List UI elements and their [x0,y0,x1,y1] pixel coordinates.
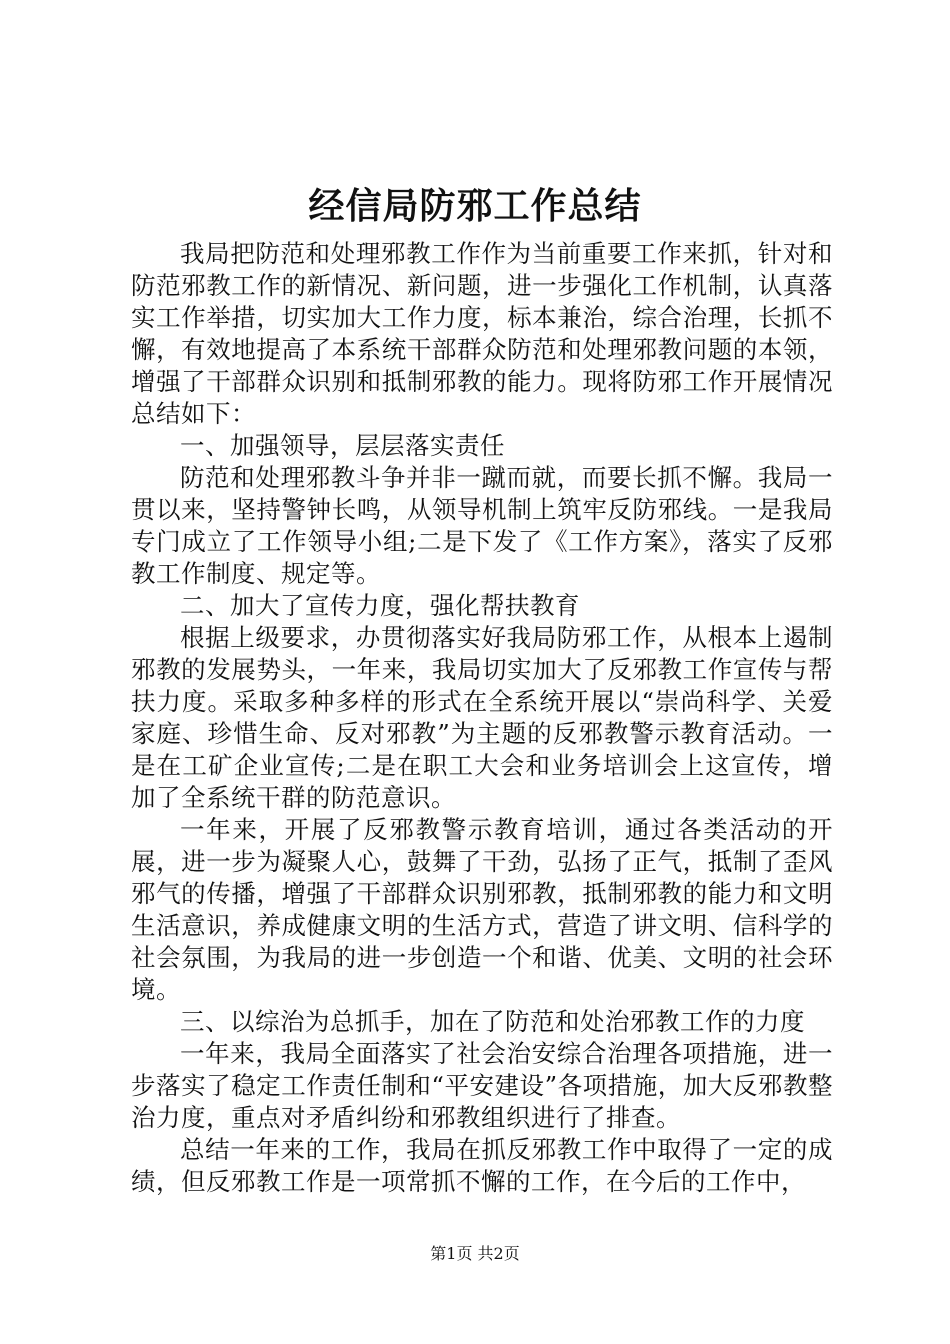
paragraph-section-3: 一年来，我局全面落实了社会治安综合治理各项措施，进一步落实了稳定工作责任制和“平安建设”各项措施，加大反邪教整治力度，重点对矛盾纠纷和邪教组织进行了排查。 [131,1039,833,1132]
paragraph-summary: 总结一年来的工作，我局在抓反邪教工作中取得了一定的成绩，但反邪教工作是一项常抓不懈的工作，在今后的工作中， [131,1135,833,1196]
paragraph-section-2b: 一年来，开展了反邪教警示教育培训，通过各类活动的开展，进一步为凝聚人心，鼓舞了干劲，弘扬了正气，抵制了歪风邪气的传播，增强了干部群众识别邪教，抵制邪教的能力和文明生活意识，养成健康文明的生活方式，营造了讲文明、信科学的社会氛围，为我局的进一步创造一个和谐、优美、文明的社会环境。 [131,815,833,1004]
section-heading-1: 一、加强领导，层层落实责任 [180,431,505,460]
page-footer: 第1页 共2页 [430,1244,520,1263]
document-title: 经信局防邪工作总结 [308,185,642,227]
document-body [131,238,833,1198]
paragraph-intro: 我局把防范和处理邪教工作作为当前重要工作来抓，针对和防范邪教工作的新情况、新问题，进一步强化工作机制，认真落实工作举措，切实加大工作力度，标本兼治，综合治理，长抓不懈，有效地提高了本系统干部群众防范和处理邪教问题的本领，增强了干部群众识别和抵制邪教的能力。现将防邪工作开展情况总结如下： [131,239,833,428]
section-heading-3: 三、以综治为总抓手，加在了防范和处治邪教工作的力度 [180,1007,805,1036]
paragraph-section-1: 防范和处理邪教斗争并非一蹴而就，而要长抓不懈。我局一贯以来，坚持警钟长鸣，从领导机制上筑牢反防邪线。一是我局专门成立了工作领导小组;二是下发了《工作方案》，落实了反邪教工作制度、规定等。 [131,463,833,588]
section-heading-2: 二、加大了宣传力度，强化帮扶教育 [180,591,580,620]
paragraph-section-2a: 根据上级要求，办贯彻落实好我局防邪工作，从根本上遏制邪教的发展势头，一年来，我局切实加大了反邪教工作宣传与帮扶力度。采取多种多样的形式在全系统开展以“崇尚科学、关爱家庭、珍惜生命、反对邪教”为主题的反邪教警示教育活动。一是在工矿企业宣传;二是在职工大会和业务培训会上这宣传，增加了全系统干群的防范意识。 [131,623,833,812]
